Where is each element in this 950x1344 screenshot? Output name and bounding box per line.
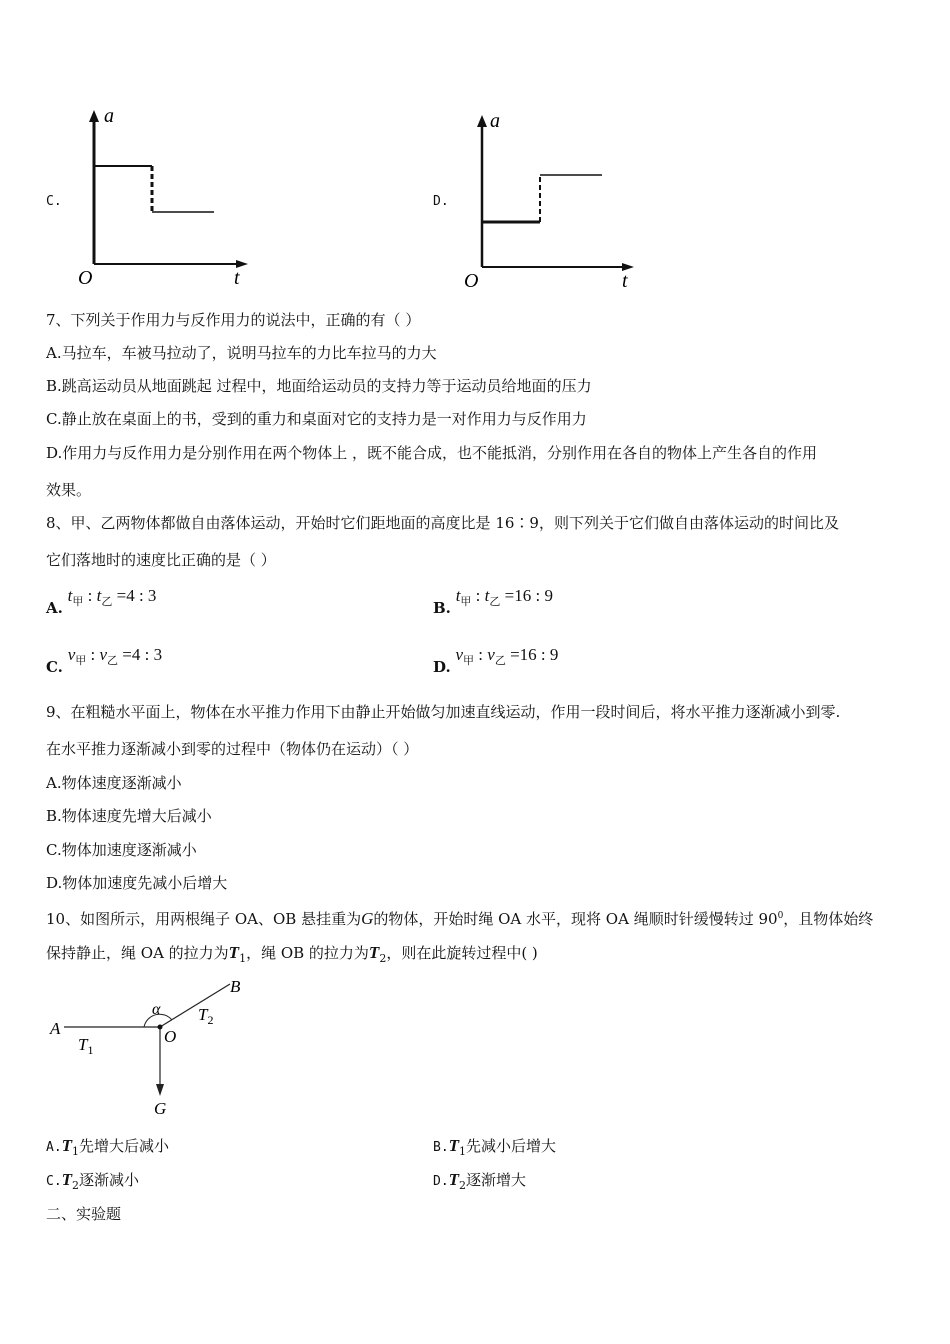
q7-option-b: B.跳高运动员从地面跳起 过程中，地面给运动员的支持力等于运动员给地面的压力	[46, 377, 592, 395]
y-axis-arrow	[477, 115, 487, 127]
label-b: B	[230, 977, 241, 996]
option-label: A.	[46, 599, 63, 617]
q10-stem-line2: 保持静止，绳 OA 的拉力为$T_1$，绳 OB 的拉力为$T_2$，则在此旋转过程中( )	[46, 943, 538, 965]
q10-option-b: $B.T_1$先减小后增大	[433, 1136, 557, 1158]
y-axis-arrow	[89, 110, 99, 122]
graph-d	[460, 105, 650, 295]
ratio-formula: $t_甲$ : $t_乙 =16$ : 9	[455, 586, 553, 608]
graph-c	[70, 100, 260, 290]
label-t2: $T_2$	[198, 1005, 214, 1027]
q7-option-c: C.静止放在桌面上的书，受到的重力和桌面对它的支持力是一对作用力与反作用力	[46, 410, 587, 428]
ratio-formula: $v_甲$ : $v_乙 =4$ : 3	[67, 645, 163, 667]
q9-option-b: B.物体速度先增大后减小	[46, 807, 212, 825]
x-axis-label: t	[234, 267, 240, 289]
origin-label: O	[464, 270, 479, 292]
q9-stem-line2: 在水平推力逐渐减小到零的过程中（物体仍在运动）（ ）	[46, 740, 419, 758]
q8-stem-line1: 8、甲、乙两物体都做自由落体运动，开始时它们距地面的高度比是 16∶9，则下列关于它们做自由落体运动的时间比及	[46, 514, 839, 532]
option-label: D.	[433, 194, 449, 209]
option-label: B.	[433, 599, 451, 617]
q9-option-c: C.物体加速度逐渐减小	[46, 841, 197, 859]
q9-stem-line1: 9、在粗糙水平面上，物体在水平推力作用下由静止开始做匀加速直线运动，作用一段时间后，将水平推力逐渐减小到零.	[46, 703, 841, 721]
q8-option-b	[433, 586, 553, 617]
label-g: G	[154, 1099, 167, 1118]
graph-c-label	[46, 190, 62, 209]
label-o: O	[164, 1027, 177, 1046]
q8-stem-line2: 它们落地时的速度比正确的是（ ）	[46, 551, 276, 569]
q8-option-d	[433, 645, 559, 676]
option-label: C.	[46, 194, 62, 209]
q8-option-c	[46, 645, 163, 676]
y-axis-label: a	[104, 105, 114, 127]
q9-option-d: D.物体加速度先减小后增大	[46, 874, 228, 892]
q9-option-a: A.物体速度逐渐减小	[46, 774, 182, 792]
q8-option-a	[46, 586, 157, 617]
y-axis-label: a	[490, 110, 500, 132]
q7-option-d: D.作用力与反作用力是分别作用在两个物体上 ，既不能合成，也不能抵消，分别作用在各自的物体上产生各自的作用	[46, 444, 818, 462]
graph-d-label	[433, 190, 449, 209]
origin-label: O	[78, 267, 93, 289]
section-heading: 二、实验题	[46, 1205, 122, 1223]
ratio-formula: $v_甲$ : $v_乙 =16$ : 9	[455, 645, 559, 667]
q7-stem: 7、下列关于作用力与反作用力的说法中，正确的有（ ）	[46, 311, 421, 329]
q10-option-c: $C.T_2$逐渐减小	[46, 1170, 140, 1192]
q7-option-d-cont: 效果。	[46, 481, 92, 499]
q7-option-a: A.马拉车，车被马拉动了，说明马拉车的力比车拉马的力大	[46, 344, 437, 362]
option-label: C.	[46, 658, 63, 676]
point-o	[158, 1025, 163, 1030]
q10-option-d: $D.T_2$逐渐增大	[433, 1170, 527, 1192]
option-label: D.	[433, 658, 451, 676]
rope-ob	[160, 984, 230, 1027]
q10-stem-line1: 10、如图所示，用两根绳子 OA、OB 悬挂重为G的物体，开始时绳 OA 水平，现将 OA 绳顺时针缓慢转过 $90^0$，且物体始终	[46, 909, 874, 928]
x-axis-label: t	[622, 270, 628, 292]
q10-force-diagram	[40, 972, 270, 1122]
weight-arrowhead	[156, 1084, 164, 1096]
label-alpha: α	[152, 1001, 161, 1018]
label-a: A	[50, 1019, 61, 1038]
label-t1: $T_1$	[78, 1035, 94, 1057]
q10-option-a: $A.T_1$先增大后减小	[46, 1136, 170, 1158]
ratio-formula: $t_甲$ : $t_乙 =4$ : 3	[67, 586, 157, 608]
